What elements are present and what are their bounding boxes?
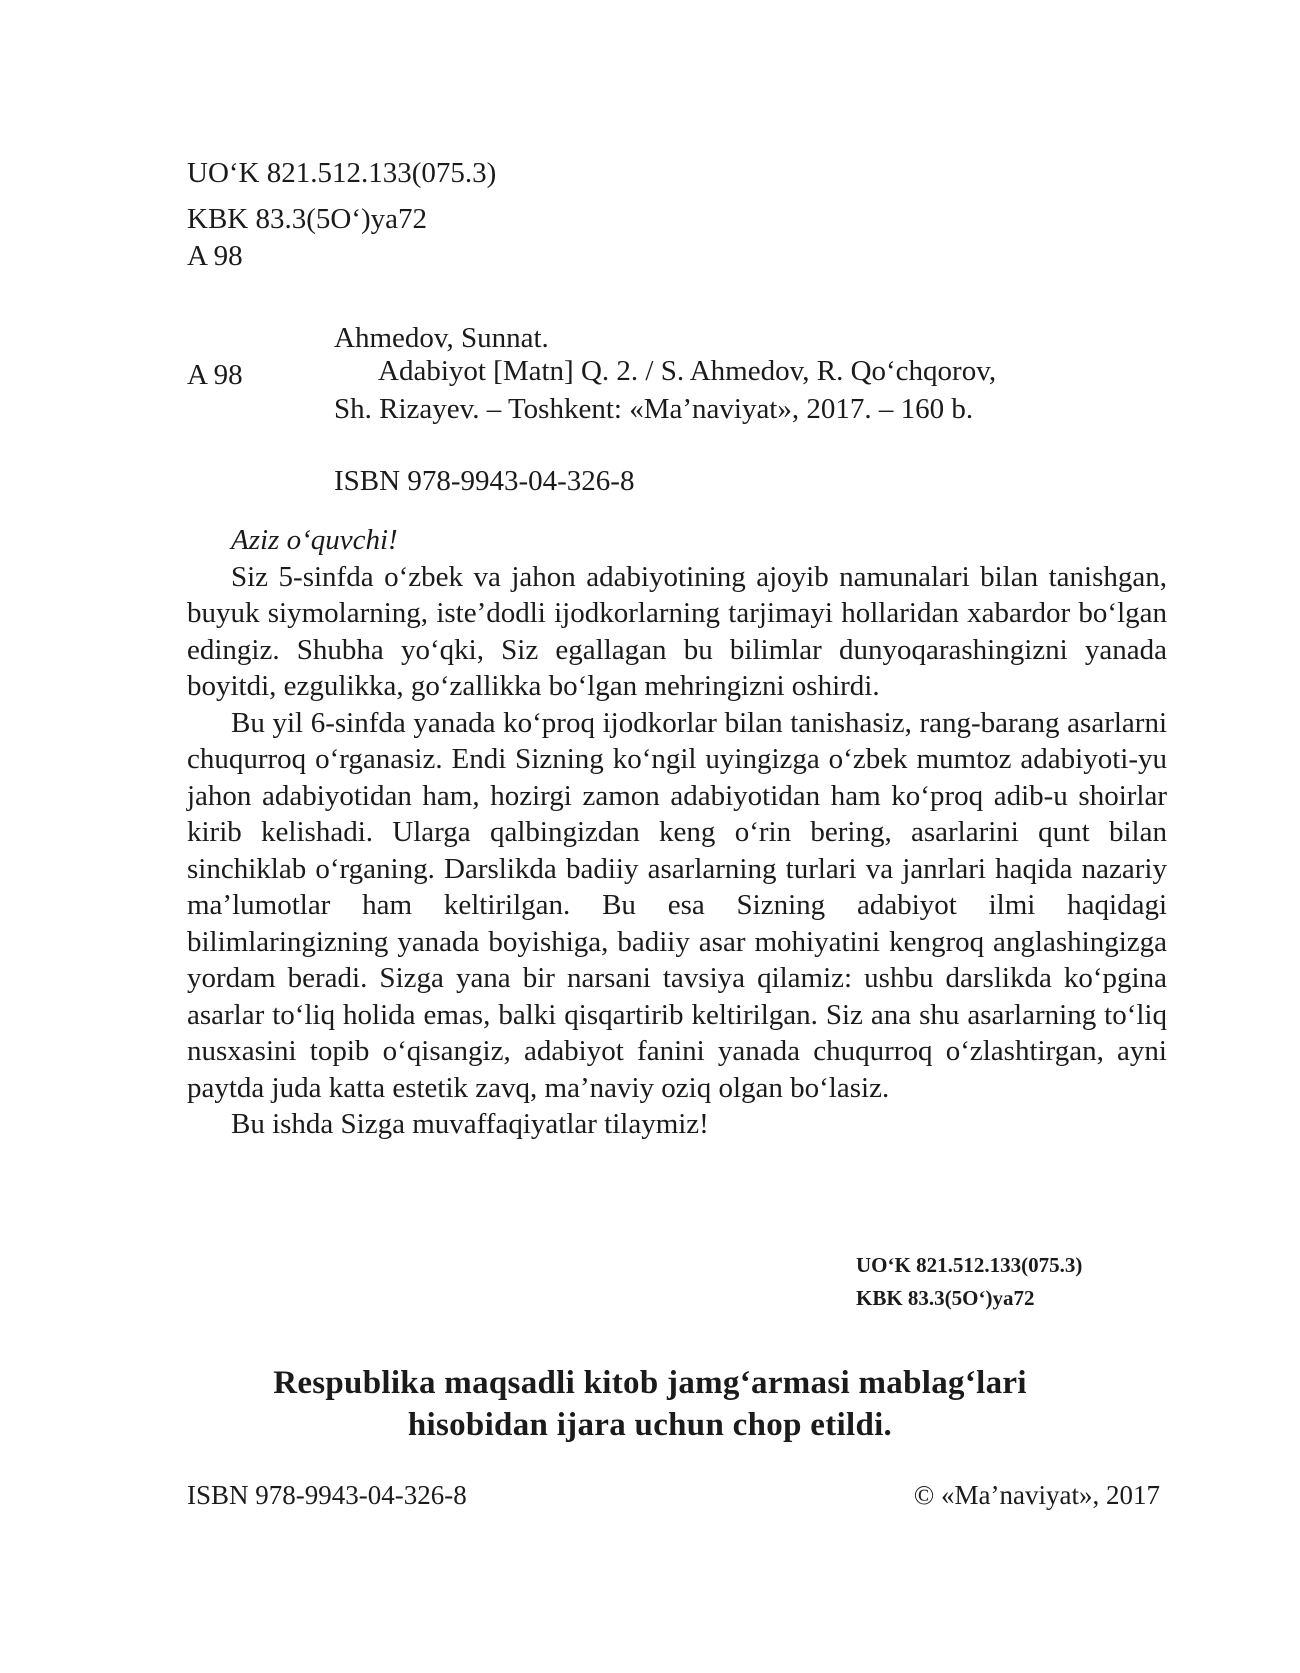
catalog-heading: Ahmedov, Sunnat.	[334, 322, 549, 354]
preface-paragraph-2: Bu yil 6-sinfda yanada ko‘proq ijodkorlar bilan tanishasiz, rang-barang asarlarni chuqurroq o‘rganasiz. Endi Sizning ko‘ngil uyingizga o‘zbek mumtoz adabiyoti-yu jahon adabiyotidan ham, hozirgi zamon adabiyotidan ham ko‘proq adib-u shoirlar kirib kelishadi. Ularga qalbingizdan keng o‘rin bering, asarlarini qunt bilan sinchiklab o‘rganing. Darslikda badiiy asarlarning turlari va janrlari haqida nazariy ma’lumotlar ham keltirilgan. Bu esa Sizning adabiyot ilmi haqidagi bilimlaringizning yanada boyishiga, badiiy asar mohiyatini kengroq anglashingizga yordam beradi. Sizga yana bir narsani tavsiya qilamiz: ushbu darslikda ko‘pgina asarlar to‘liq holida emas, balki qisqartirib keltirilgan. Siz ana shu asarlarning to‘liq nusxasini topib o‘qisangiz, adabiyot fanini yanada chuqurroq o‘zlashtirgan, ayni paytda juda katta estetik zavq, ma’naviy oziq olgan bo‘lasiz.	[187, 706, 1167, 1104]
catalog-line-2: Sh. Rizayev. – Toshkent: «Ma’naviyat», 2017. – 160 b.	[334, 393, 974, 425]
catalog-isbn: ISBN 978-9943-04-326-8	[334, 465, 635, 497]
catalog-author-mark: A 98	[187, 359, 243, 391]
preface-salutation: Aziz o‘quvchi!	[231, 524, 398, 556]
funding-note-line-2: hisobidan ijara uchun chop etildi.	[407, 1407, 893, 1443]
copyright: © «Ma’naviyat», 2017	[913, 1480, 1160, 1510]
udc-code: UO‘K 821.512.133(075.3)	[187, 157, 497, 189]
bbk-code: KBK 83.3(5O‘)ya72	[187, 203, 428, 235]
catalog-line-1: Adabiyot [Matn] Q. 2. / S. Ahmedov, R. Qo‘chqorov,	[378, 355, 997, 387]
funding-note-line-1: Respublika maqsadli kitob jamg‘armasi mablag‘lari	[273, 1365, 1027, 1401]
preface-closing: Bu ishda Sizga muvaffaqiyatlar tilaymiz!	[231, 1108, 709, 1140]
funding-note	[0, 1362, 1300, 1446]
bbk-code-bold: KBK 83.3(5O‘)ya72	[856, 1286, 1035, 1310]
preface	[187, 522, 1167, 1143]
author-mark: A 98	[187, 240, 243, 272]
footer-isbn: ISBN 978-9943-04-326-8	[187, 1480, 467, 1510]
preface-paragraph-1: Siz 5-sinfda o‘zbek va jahon adabiyotining ajoyib namunalari bilan tanishgan, buyuk siymolarning, iste’dodli ijodkorlarning tarjimayi hollaridan xabardor bo‘lgan edingiz. Shubha yo‘qki, Siz egallagan bu bilimlar dunyoqarashingizni yanada boyitdi, ezgulikka, go‘zallikka bo‘lgan mehringizni oshirdi.	[187, 560, 1167, 702]
udc-code-bold: UO‘K 821.512.133(075.3)	[856, 1253, 1083, 1277]
